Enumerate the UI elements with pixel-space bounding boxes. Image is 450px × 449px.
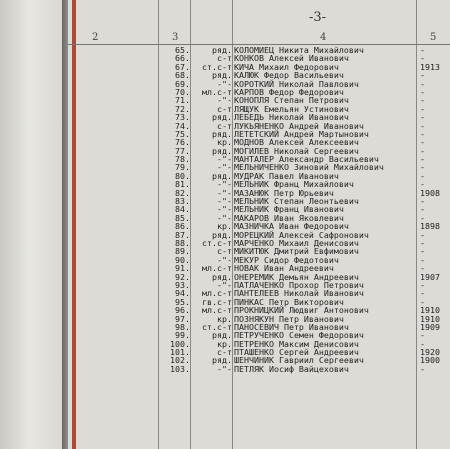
row-year: -: [420, 363, 425, 374]
row-rank: -"-: [217, 154, 232, 165]
row-number: 93.: [175, 279, 190, 290]
row-year: -: [420, 237, 425, 248]
row-year: -: [420, 288, 425, 299]
row-number: 81.: [175, 179, 190, 190]
row-rank: с-т: [217, 103, 232, 114]
row-year: -: [420, 179, 425, 190]
row-year: -: [420, 170, 425, 181]
row-number: 94.: [175, 288, 190, 299]
row-name: КОНКОВ Алексей Иванович: [234, 53, 349, 64]
row-name: ЛЯЩУК Емельян Устинович: [234, 103, 349, 114]
row-name: МЕЛЬНИЧЕНКО Зиновий Михайлович: [234, 162, 384, 173]
row-rank: -"-: [217, 363, 232, 374]
row-year: -: [420, 246, 425, 257]
row-number: 100.: [170, 338, 190, 349]
row-year: -: [420, 204, 425, 215]
row-rank: ряд.: [212, 145, 232, 156]
row-year: 1920: [420, 347, 440, 358]
row-number: 70.: [175, 86, 190, 97]
row-name: МЕЛЬНИК Франц Михайлович: [234, 179, 354, 190]
row-name: ЛУКЬЯНЕНКО Андрей Иванович: [234, 120, 364, 131]
row-number: 82.: [175, 187, 190, 198]
row-name: МЕЛЬНИК Степан Леонтьевич: [234, 196, 359, 207]
row-year: -: [420, 154, 425, 165]
row-number: 71.: [175, 95, 190, 106]
row-number: 72.: [175, 103, 190, 114]
row-number: 69.: [175, 78, 190, 89]
row-rank: ряд.: [212, 45, 232, 55]
row-number: 103.: [170, 363, 190, 374]
row-year: -: [420, 120, 425, 131]
row-rank: ряд.: [212, 128, 232, 139]
row-rank: -"-: [217, 162, 232, 173]
row-name: МУДРАК Павел Иванович: [234, 170, 339, 181]
row-number: 99.: [175, 330, 190, 341]
row-rank: -"-: [217, 212, 232, 223]
row-name: ПАТЛАЧЕНКО Прохор Петрович: [234, 279, 364, 290]
table-row: [68, 365, 450, 373]
row-rank: -"-: [217, 95, 232, 106]
row-year: -: [420, 95, 425, 106]
row-name: ПРОКНИЦКИЙ Людвиг Антонович: [234, 305, 369, 316]
row-rank: с-т: [217, 347, 232, 358]
row-number: 86.: [175, 221, 190, 232]
row-number: 96.: [175, 305, 190, 316]
row-year: -: [420, 162, 425, 173]
column-header: 3: [172, 32, 179, 43]
row-rank: ст.с-т: [202, 321, 232, 332]
row-rank: -"-: [217, 254, 232, 265]
row-rank: -"-: [217, 187, 232, 198]
row-rank: ряд.: [212, 229, 232, 240]
row-name: ЛЕБЕДЬ Николай Иванович: [234, 112, 349, 123]
row-rank: с-т: [217, 246, 232, 257]
row-number: 98.: [175, 321, 190, 332]
row-rank: кр.: [217, 338, 232, 349]
row-number: 78.: [175, 154, 190, 165]
row-year: 1910: [420, 313, 440, 324]
row-number: 91.: [175, 263, 190, 274]
row-year: -: [420, 263, 425, 274]
row-year: -: [420, 45, 425, 55]
row-name: ШЕНЧИНИК Гавриил Сергеевич: [234, 355, 364, 366]
row-name: МЕЛЬНИК Франц Иванович: [234, 204, 344, 215]
row-rank: с-т: [217, 53, 232, 64]
row-name: КИЧА Михаил Федорович: [234, 61, 339, 72]
row-name: МАНТАЛЕР Александр Васильевич: [234, 154, 379, 165]
row-year: -: [420, 330, 425, 341]
row-number: 84.: [175, 204, 190, 215]
row-number: 68.: [175, 70, 190, 81]
row-rank: мл.с-т: [202, 86, 232, 97]
row-number: 90.: [175, 254, 190, 265]
row-year: 1907: [420, 271, 440, 282]
column-header: 5: [430, 32, 437, 43]
row-number: 89.: [175, 246, 190, 257]
row-rank: ряд.: [212, 355, 232, 366]
row-rank: -"-: [217, 196, 232, 207]
row-rank: -"-: [217, 279, 232, 290]
row-year: 1908: [420, 187, 440, 198]
row-name: ПОЗНЯКУН Петр Иванович: [234, 313, 344, 324]
row-rank: мл.с-т: [202, 263, 232, 274]
row-number: 76.: [175, 137, 190, 148]
row-name: МИКИТЮК Дмитрий Евфимович: [234, 246, 359, 257]
row-number: 102.: [170, 355, 190, 366]
row-year: -: [420, 212, 425, 223]
row-rank: -"-: [217, 179, 232, 190]
row-year: -: [420, 145, 425, 156]
row-rank: -"-: [217, 204, 232, 215]
row-rank: ст.с-т: [202, 61, 232, 72]
row-rank: ряд.: [212, 112, 232, 123]
row-year: -: [420, 196, 425, 207]
row-rank: ряд.: [212, 170, 232, 181]
row-rank: кр.: [217, 221, 232, 232]
row-year: -: [420, 70, 425, 81]
row-year: -: [420, 86, 425, 97]
row-year: -: [420, 338, 425, 349]
row-number: 87.: [175, 229, 190, 240]
row-rank: -"-: [217, 78, 232, 89]
row-name: МАКАРОВ Иван Яковлевич: [234, 212, 344, 223]
row-name: ОНЕРЕМИК Демьян Андреевич: [234, 271, 359, 282]
row-number: 74.: [175, 120, 190, 131]
binder-cover: [0, 0, 66, 449]
row-year: -: [420, 103, 425, 114]
row-number: 80.: [175, 170, 190, 181]
row-name: МОГИЛЕВ Николай Сергеевич: [234, 145, 359, 156]
row-name: ПТАШЕНКО Сергей Андреевич: [234, 347, 359, 358]
row-rank: кр.: [217, 137, 232, 148]
row-year: 1910: [420, 305, 440, 316]
row-number: 97.: [175, 313, 190, 324]
row-number: 88.: [175, 237, 190, 248]
row-rank: ст.с-т: [202, 237, 232, 248]
row-year: 1909: [420, 321, 440, 332]
row-year: -: [420, 229, 425, 240]
row-name: МАРЧЕНКО Михаил Денисович: [234, 237, 359, 248]
row-name: ПЕТРУЧЕНКО Семен Федорович: [234, 330, 364, 341]
row-name: ПЕТЛЯК Иосиф Вайцехович: [234, 363, 349, 374]
row-rank: мл.с-т: [202, 288, 232, 299]
row-name: МАЗНИЧКА Иван Федорович: [234, 221, 349, 232]
row-year: 1898: [420, 221, 440, 232]
row-rank: ряд.: [212, 330, 232, 341]
row-number: 92.: [175, 271, 190, 282]
roster-list: [68, 46, 450, 373]
row-name: ПАНОСЕВИЧ Петр Иванович: [234, 321, 349, 332]
row-number: 67.: [175, 61, 190, 72]
row-rank: мл.с-т: [202, 305, 232, 316]
row-rank: ряд.: [212, 271, 232, 282]
row-rank: с-т: [217, 120, 232, 131]
row-year: -: [420, 112, 425, 123]
page-number: -3-: [309, 10, 327, 25]
row-number: 83.: [175, 196, 190, 207]
row-name: КАРПОВ Федор Федорович: [234, 86, 344, 97]
row-name: МОДНОВ Алексей Алексеевич: [234, 137, 359, 148]
row-rank: ряд.: [212, 70, 232, 81]
row-number: 66.: [175, 53, 190, 64]
column-header: 2: [92, 32, 99, 43]
row-name: ПАНТЕЛЕЕВ Николай Иванович: [234, 288, 364, 299]
row-name: МАЗАНЮК Петр Юрьевич: [234, 187, 334, 198]
row-name: МОРЕЦКИЙ Алексей Сафронович: [234, 229, 369, 240]
row-name: КАЛЮК Федор Васильевич: [234, 70, 344, 81]
row-name: ЛЕТЕТСКИЙ Андрей Мартынович: [234, 128, 369, 139]
row-year: -: [420, 137, 425, 148]
row-number: 65.: [175, 45, 190, 55]
row-name: ПИНКАС Петр Викторович: [234, 296, 344, 307]
document-page: [68, 0, 450, 449]
row-name: НОВАК Иван Андреевич: [234, 263, 334, 274]
row-number: 95.: [175, 296, 190, 307]
row-number: 75.: [175, 128, 190, 139]
row-name: КОНОПЛЯ Степан Петрович: [234, 95, 349, 106]
row-rank: кр.: [217, 313, 232, 324]
row-year: -: [420, 53, 425, 64]
row-number: 85.: [175, 212, 190, 223]
column-header: 4: [320, 32, 327, 43]
row-number: 77.: [175, 145, 190, 156]
row-year: -: [420, 254, 425, 265]
row-year: -: [420, 128, 425, 139]
row-name: КОЛОМИЕЦ Никита Михайлович: [234, 45, 364, 55]
row-year: -: [420, 279, 425, 290]
row-number: 79.: [175, 162, 190, 173]
row-year: -: [420, 296, 425, 307]
row-year: -: [420, 78, 425, 89]
row-rank: гв.с-т: [202, 296, 232, 307]
row-year: 1913: [420, 61, 440, 72]
row-year: 1900: [420, 355, 440, 366]
row-number: 73.: [175, 112, 190, 123]
row-name: ПЕТРЕНКО Максим Денисович: [234, 338, 359, 349]
row-name: МЕКУР Сидор Федотович: [234, 254, 339, 265]
row-name: КОРОТКИЙ Николай Павлович: [234, 78, 359, 89]
row-number: 101.: [170, 347, 190, 358]
